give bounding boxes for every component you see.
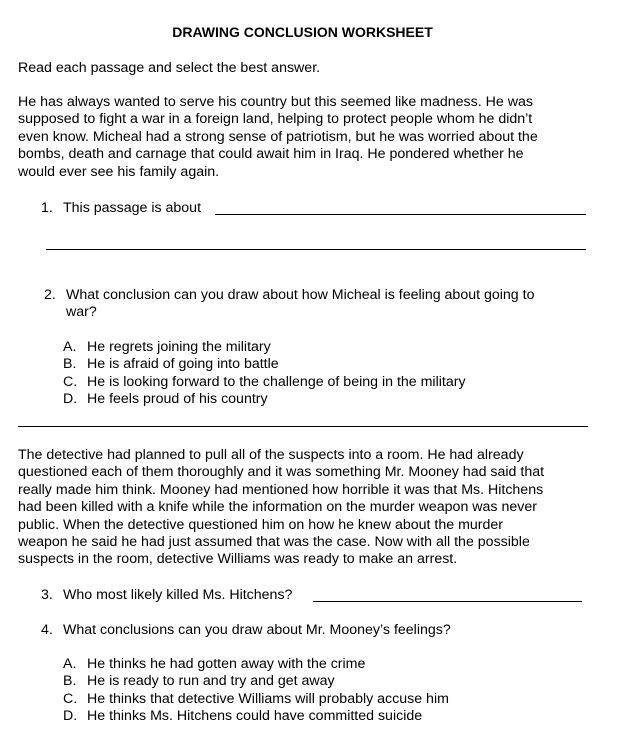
- question-4: [41, 622, 451, 638]
- passage-1-line: He has always wanted to serve his country but this seemed like madness. He was: [18, 94, 533, 110]
- passage-2-line: public. When the detective questioned him on how he knew about the murder: [18, 516, 504, 533]
- passage-2-line: really made him think. Mooney had mentioned how horrible it was that Ms. Hitchens: [18, 481, 544, 498]
- passage-2-line: had been killed with a knife while the information on the murder weapon was never: [18, 499, 537, 516]
- option-letter: D.: [63, 708, 78, 725]
- option-letter: A.: [63, 339, 77, 355]
- question-2-text-cont: war?: [66, 304, 97, 320]
- passage-2-line: The detective had planned to pull all of the suspects into a room. He had already: [18, 447, 524, 463]
- option-text: He regrets joining the military: [87, 339, 271, 355]
- option-text: He thinks that detective Williams will probably accuse him: [87, 690, 449, 707]
- option-letter: C.: [63, 690, 78, 707]
- passage-1-line: would ever see his family again.: [18, 163, 220, 180]
- passage-2-line: questioned each of them thoroughly and it was something Mr. Mooney had said that: [18, 464, 545, 481]
- question-4-number: 4.: [41, 622, 53, 638]
- question-4-text: What conclusions can you draw about Mr. Mooney’s feelings?: [63, 622, 451, 638]
- question-3: [41, 587, 292, 603]
- option-4b[interactable]: [63, 673, 449, 690]
- option-letter: B.: [63, 356, 77, 373]
- option-text: He feels proud of his country: [87, 391, 268, 408]
- option-letter: C.: [63, 373, 78, 390]
- question-1-number: 1.: [41, 200, 53, 216]
- question-2-text: What conclusion can you draw about how Micheal is feeling about going to: [66, 287, 535, 303]
- answer-line-1a[interactable]: [215, 214, 586, 215]
- question-4-options: [63, 656, 449, 726]
- question-3-text: Who most likely killed Ms. Hitchens?: [63, 587, 293, 603]
- option-4c[interactable]: [63, 691, 449, 708]
- passage-1-line: supposed to fight a war in a foreign land, helping to protect people whom he didn’t: [18, 111, 533, 128]
- option-text: He is ready to run and try and get away: [87, 673, 335, 690]
- option-text: He thinks Ms. Hitchens could have committed suicide: [87, 708, 423, 725]
- passage-2: [18, 447, 544, 569]
- answer-line-1b[interactable]: [46, 249, 586, 250]
- instruction: Read each passage and select the best answer.: [18, 60, 321, 76]
- passage-1-line: bombs, death and carnage that could await him in Iraq. He pondered whether he: [18, 146, 524, 163]
- option-text: He thinks he had gotten away with the crime: [87, 656, 366, 672]
- question-1-text: This passage is about: [63, 200, 202, 216]
- passage-2-line: suspects in the room, detective Williams was ready to make an arrest.: [18, 551, 458, 568]
- option-2a[interactable]: [63, 339, 466, 356]
- passage-1-line: even know. Micheal had a strong sense of patriotism, but he was worried about the: [18, 128, 538, 145]
- option-4d[interactable]: [63, 708, 449, 725]
- question-2: [44, 287, 534, 321]
- question-2-options: [63, 339, 466, 409]
- passage-2-line: weapon he said he had just assumed that was the case. Now with all the possible: [18, 534, 530, 551]
- section-divider: [18, 426, 588, 427]
- option-letter: B.: [63, 673, 77, 690]
- option-letter: A.: [63, 656, 77, 672]
- answer-line-3[interactable]: [313, 601, 582, 602]
- option-letter: D.: [63, 391, 78, 408]
- option-2c[interactable]: [63, 374, 466, 391]
- question-1: [41, 200, 201, 216]
- worksheet-title: DRAWING CONCLUSION WORKSHEET: [172, 24, 433, 40]
- option-4a[interactable]: [63, 656, 449, 673]
- question-3-number: 3.: [41, 587, 53, 603]
- option-text: He is looking forward to the challenge of being in the military: [87, 373, 466, 390]
- option-2b[interactable]: [63, 356, 466, 373]
- question-2-number: 2.: [44, 287, 56, 303]
- passage-1: [18, 94, 538, 181]
- option-2d[interactable]: [63, 391, 466, 408]
- option-text: He is afraid of going into battle: [87, 356, 279, 373]
